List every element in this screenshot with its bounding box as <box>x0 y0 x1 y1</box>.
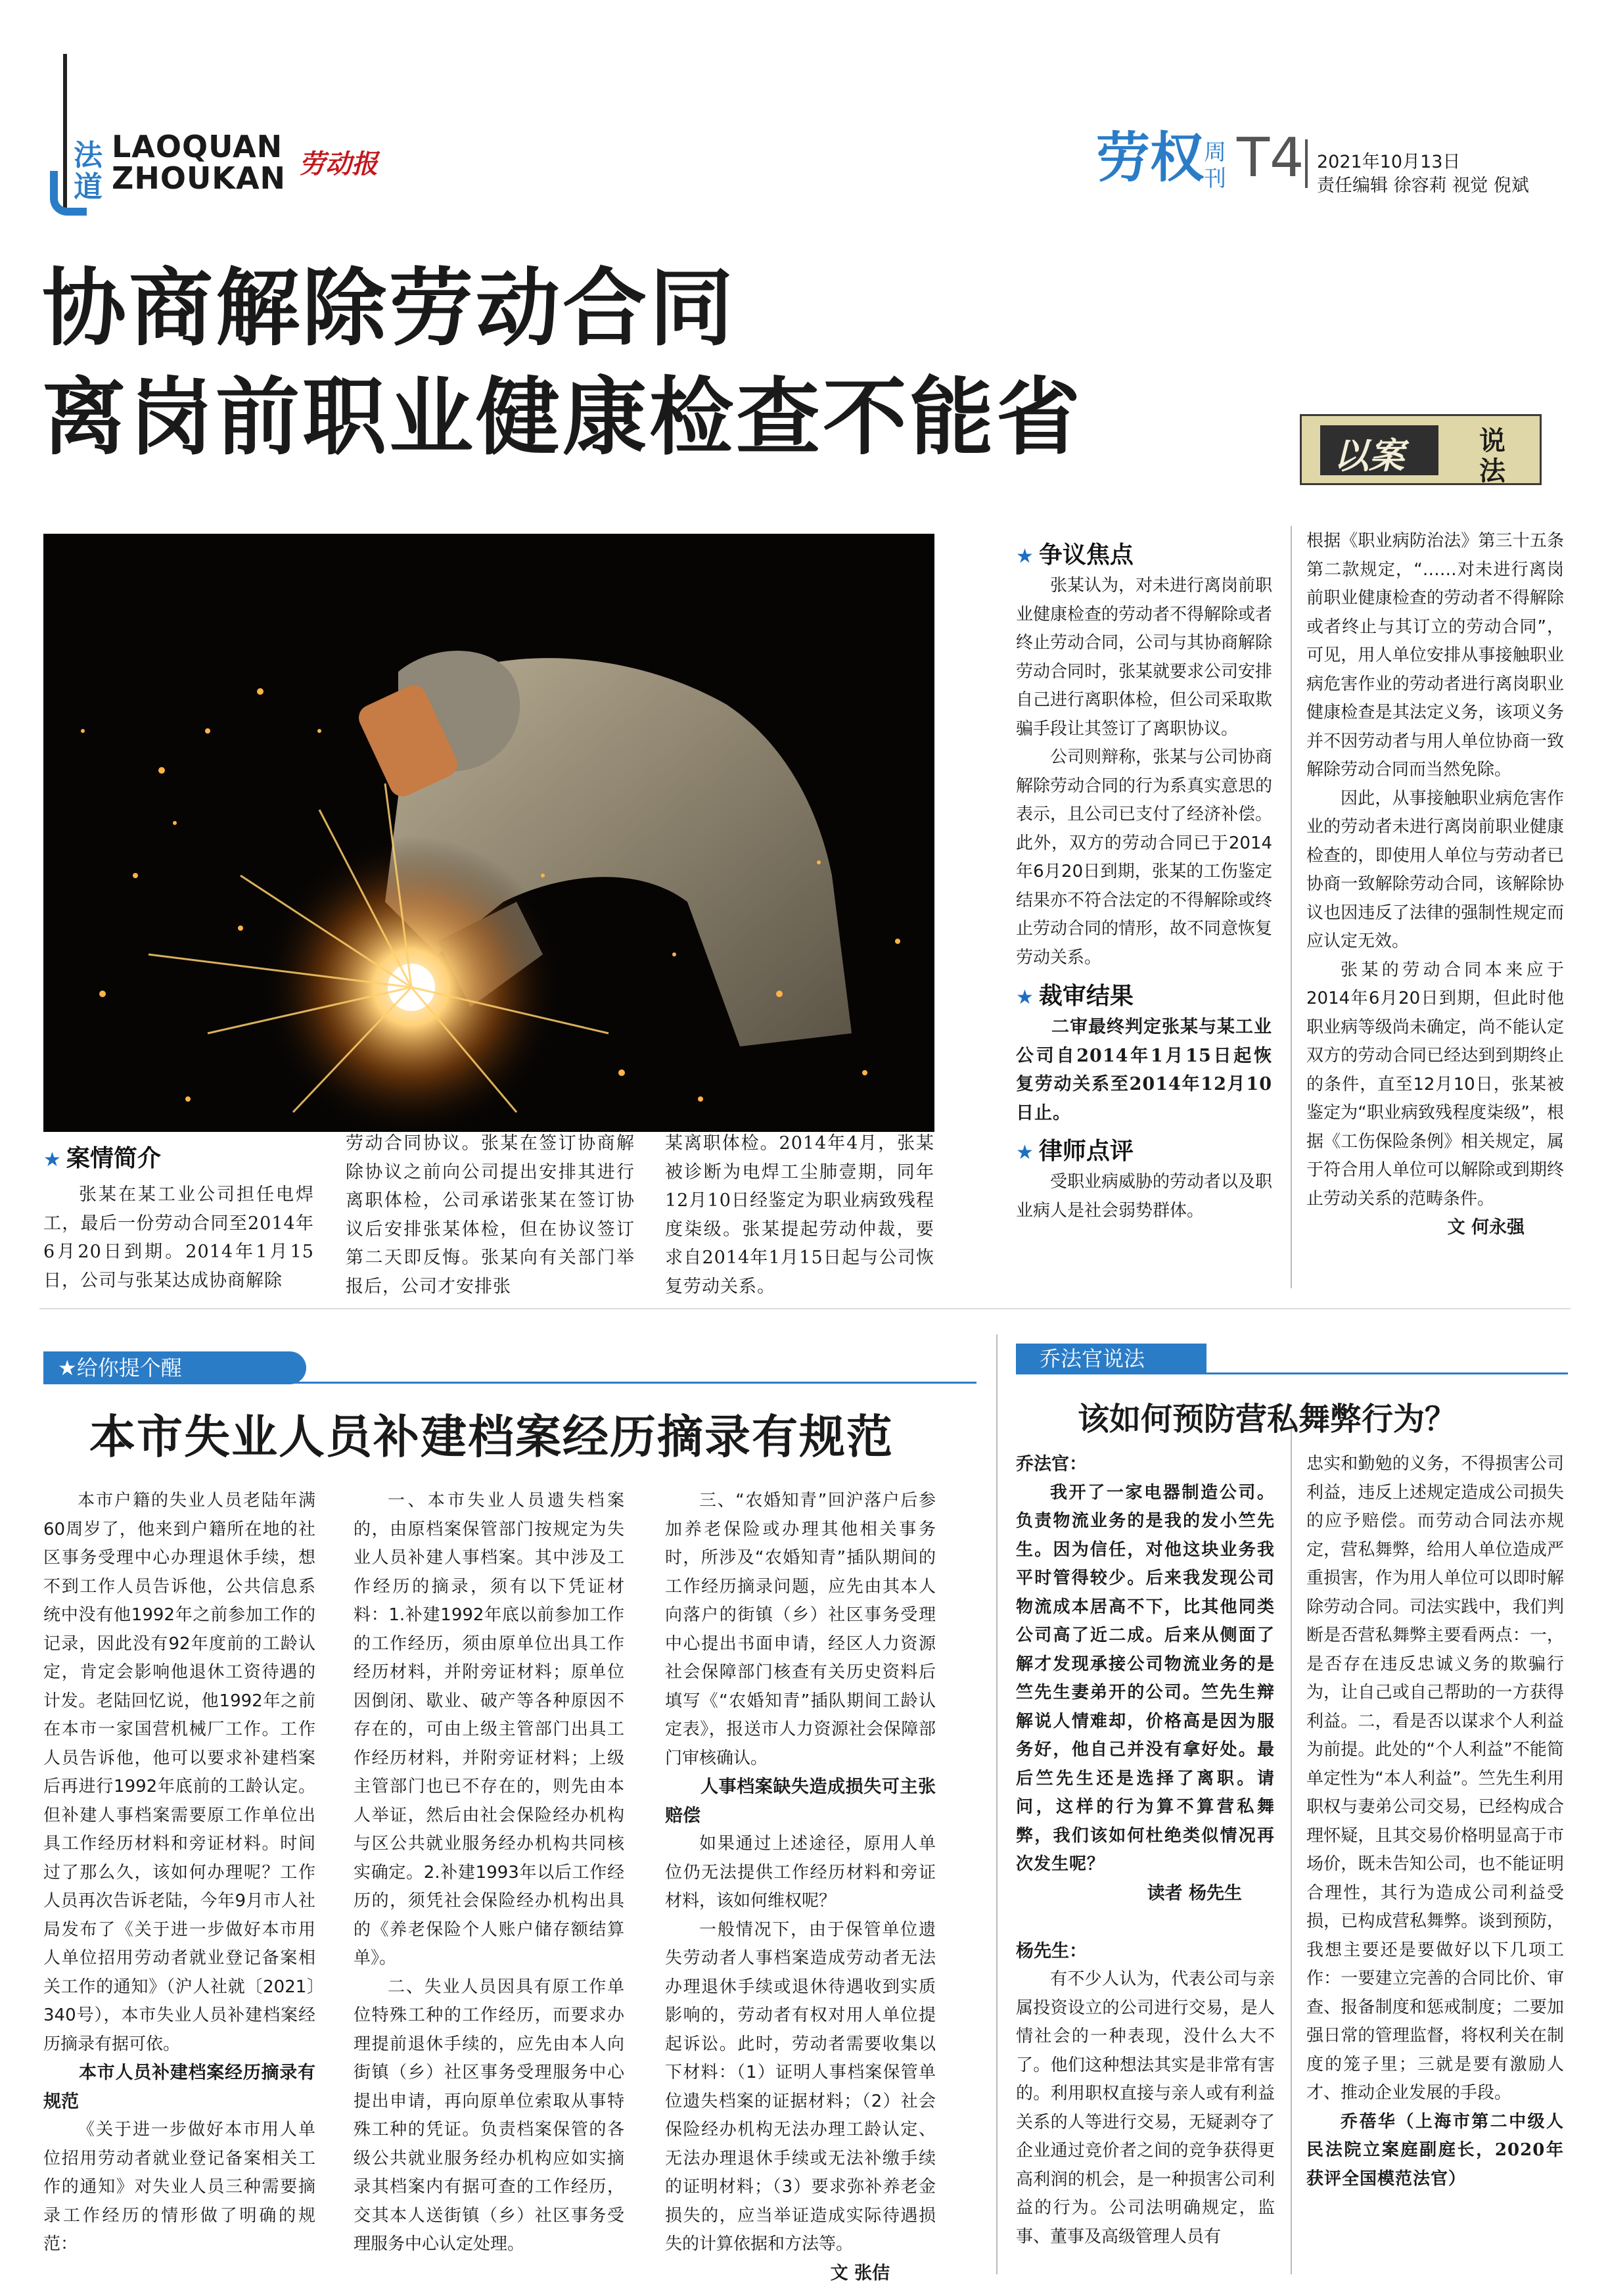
reminder-tag-text: 给你提个醒 <box>76 1355 182 1380</box>
lawyer-heading-text: 律师点评 <box>1038 1138 1134 1165</box>
case-col2-text: 劳动合同协议。张某在签订协商解除协议之前向公司提出安排其进行离职体检，公司承诺张某在签订协议后安排张某体检，但在协议签订第二天即反悔。张某向有关部门举报后，公司才安排张 <box>346 1133 635 1297</box>
lawyer-col2-p2: 因此，从事接触职业病危害作业的劳动者未进行离岗前职业健康检查的，即使用人单位与劳动者已协商一致解除劳动合同，该解除协议也因违反了法律的强制性规定而应认定无效。 <box>1306 788 1564 951</box>
reminder-c2-p2: 二、失业人员因具有原工作单位特殊工种的工作经历，而要求办理提前退休手续的，应先由本人向街镇（乡）社区事务受理服务中心提出申请，再向原单位索取从事特殊工种的凭证。负责档案保管的各级公共就业服务经办机构应如实摘录其档案内有据可查的工作经历，交其本人送街镇（乡）社区事务受理服务中心认定处理。 <box>354 1977 624 2254</box>
badge-left-text: 以案 <box>1333 434 1404 477</box>
judge-title: 该如何预防营私舞弊行为？ <box>1078 1401 1457 1438</box>
section-sub-top: 周 <box>1204 139 1226 166</box>
reminder-c1-sub: 本市人员补建档案经历摘录有规范 <box>43 2063 315 2112</box>
judge-c1-label: 乔法官： <box>1016 1454 1087 1474</box>
reminder-tag <box>43 1351 306 1384</box>
dispute-section <box>1016 539 1272 1225</box>
reminder-c3-sub: 人事档案缺失造成损失可主张赔偿 <box>665 1777 936 1826</box>
lawyer-heading <box>1016 1135 1272 1168</box>
welding-photo-icon <box>43 534 934 1132</box>
masthead-cn-bottom: 道 <box>74 170 103 204</box>
rule-bottom-v1 <box>996 1334 998 2274</box>
verdict-body <box>1016 1013 1272 1127</box>
dispute-p1: 张某认为，对未进行离岗前职业健康检查的劳动者不得解除或者终止劳动合同，公司与其协商解除劳动合同时，张某就要求公司安排自己进行离职体检，但公司采取欺骗手段让其签订了离职协议。 <box>1016 576 1273 739</box>
case-heading-text: 案情简介 <box>66 1145 161 1172</box>
dispute-heading <box>1016 539 1272 572</box>
rule-bottom-v2 <box>1291 1420 1292 2274</box>
reminder-c3-p2: 如果通过上述途径，原用人单位仍无法提供工作经历材料和旁证材料，该如何维权呢？ <box>665 1834 936 1911</box>
page-number: T4 <box>1237 127 1304 189</box>
reminder-tag-line <box>43 1382 976 1384</box>
reminder-title: 本市失业人员补建档案经历摘录有规范 <box>89 1409 894 1464</box>
verdict-heading-text: 裁审结果 <box>1038 983 1134 1010</box>
lawyer-col2-p3: 张某的劳动合同本来应于2014年6月20日到期，但此时他职业病等级尚未确定，尚不能认定双方的劳动合同已经达到到期终止的条件，直至12月10日，张某被鉴定为“职业病致残程度柒级”，根据《工伤保险条例》相关规定，属于符合用人单位可以解除或到期终止劳动关系的范畴条件。 <box>1306 960 1564 1209</box>
reminder-c2-p1: 一、本市失业人员遗失档案的，由原档案保管部门按规定为失业人员补建人事档案。其中涉及工作经历的摘录，须有以下凭证材料：1.补建1992年底以前参加工作的工作经历，须由原单位出具工作经历材料，并附旁证材料；原单位因倒闭、歇业、破产等各种原因不存在的，可由上级主管部门出具工作经历材料，并附旁证材料；上级主管部门也已不存在的，则先由本人举证，然后由社会保险经办机构与区公共就业服务经办机构共同核实确定。2.补建1993年以后工作经历的，须凭社会保险经办机构出具的《养老保险个人账户储存额结算单》。 <box>354 1491 624 1968</box>
welding-photo <box>43 534 934 1132</box>
rule-horizontal <box>39 1308 1571 1309</box>
dispute-heading-text: 争议焦点 <box>1038 542 1134 569</box>
lawyer-col2 <box>1306 527 1564 1242</box>
reminder-col1 <box>43 1487 315 2259</box>
judge-col1 <box>1016 1450 1275 2251</box>
masthead-cn-top: 法 <box>74 139 103 172</box>
editors: 责任编辑 徐容莉 视觉 倪斌 <box>1317 176 1529 196</box>
masthead-en-bottom: ZHOUKAN <box>112 160 287 196</box>
verdict-heading <box>1016 980 1272 1013</box>
lawyer-p1: 受职业病威胁的劳动者以及职业病人是社会弱势群体。 <box>1016 1172 1273 1221</box>
case-col1 <box>43 1181 314 1295</box>
case-law-badge <box>1300 414 1542 485</box>
judge-letter <box>1016 1479 1275 1879</box>
star-icon: ★ <box>58 1355 77 1380</box>
dispute-p2: 公司则辩称，张某与公司协商解除劳动合同的行为系真实意思的表示，且公司已支付了经济补偿。此外，双方的劳动合同已于2014年6月20日到期，张某的工伤鉴定结果亦不符合法定的不得解除或终止劳动合同的情形，故不同意恢复劳动关系。 <box>1016 747 1273 968</box>
reminder-c1-p2: 《关于进一步做好本市用人单位招用劳动者就业登记备案相关工作的通知》对失业人员三种需要摘录工作经历的情形做了明确的规范： <box>43 2120 315 2254</box>
masthead-logo: 劳动报 <box>299 149 378 179</box>
judge-letter-text: 我开了一家电器制造公司。负责物流业务的是我的发小竺先生。因为信任，对他这块业务我平时管得较少。后来我发现公司物流成本居高不下，比其他同类公司高了近二成。后来从侧面了解才发现承接公司物流业务的是竺先生妻弟开的公司。竺先生辩解说人情难却，价格高是因为服务好，他自己并没有拿好处。最后竺先生还是选择了离职。请问，这样的行为算不算营私舞弊，我们该如何杜绝类似情况再次发生呢？ <box>1016 1482 1275 1874</box>
lawyer-col2-body <box>1306 527 1564 1213</box>
badge-right-bottom: 法 <box>1479 456 1505 486</box>
section-title: 劳权 <box>1096 127 1205 189</box>
lawyer-col2-p1: 根据《职业病防治法》第三十五条第二款规定，“……对未进行离岗前职业健康检查的劳动者不得解除或者终止与其订立的劳动合同”，可见，用人单位安排从事接触职业病危害作业的劳动者进行离岗职业健康检查是其法定义务，该项义务并不因劳动者与用人单位协商一致解除劳动合同而当然免除。 <box>1306 531 1564 780</box>
judge-c2-p1: 忠实和勤勉的义务，不得损害公司利益，违反上述规定造成公司损失的应予赔偿。而劳动合同法亦规定，营私舞弊，给用人单位造成严重损害，作为用人单位可以即时解除劳动合同。司法实践中，我们判断是否营私舞弊主要看两点：一，是否存在违反忠诚义务的欺骗行为，让自己或自己帮助的一方获得利益。二，看是否以谋求个人利益为前提。此处的“个人利益”不能简单定性为“本人利益”。竺先生利用职权与妻弟公司交易，已经构成合理怀疑，且其交易价格明显高于市场价，既未告知公司，也不能证明合理性，其行为造成公司利益受损，已构成营私舞弊。谈到预防，我想主要还是要做好以下几项工作：一要建立完善的合同比价、审查、报备制度和惩戒制度；二要加强日常的管理监督，将权利关在制度的笼子里；三就是要有激励人才、推动企业发展的手段。 <box>1306 1454 1564 2103</box>
issue-date: 2021年10月13日 <box>1317 152 1461 172</box>
masthead-en-top: LAOQUAN <box>112 129 283 164</box>
section-sub-bottom: 刊 <box>1204 166 1226 192</box>
case-col3 <box>665 1129 934 1301</box>
lawyer-byline: 文 何永强 <box>1447 1217 1525 1238</box>
judge-col2 <box>1306 1450 1564 2193</box>
star-icon: ★ <box>1016 1141 1034 1164</box>
star-icon: ★ <box>1016 986 1034 1009</box>
rule-top-v1 <box>1291 526 1292 1288</box>
judge-signature-text: 乔蓓华（上海市第二中级人民法院立案庭副庭长，2020年获评全国模范法官） <box>1306 2111 1564 2189</box>
headline-line1: 协商解除劳动合同 <box>42 259 737 358</box>
case-col2 <box>346 1129 635 1301</box>
case-col3-text: 某离职体检。2014年4月，张某被诊断为电焊工尘肺壹期，同年12月10日经鉴定为职业病致残程度柒级。张某提起劳动仲裁，要求自2014年1月15日起与公司恢复劳动关系。 <box>665 1133 934 1297</box>
judge-tag-line <box>1016 1372 1568 1374</box>
reminder-c3-p3: 一般情况下，由于保管单位遗失劳动者人事档案造成劳动者无法办理退休手续或退休待遇收到实质影响的，劳动者有权对用人单位提起诉讼。此时，劳动者需要收集以下材料：（1）证明人事档案保管单位遗失档案的证据材料；（2）社会保险经办机构无法办理工龄认定、无法办理退休手续或无法补缴手续的证明材料；（3）要求弥补养老金损失的，应当举证造成实际待遇损失的计算依据和方法等。 <box>665 1919 936 2254</box>
badge-right-top: 说 <box>1479 425 1505 456</box>
headline-line2: 离岗前职业健康检查不能省 <box>42 368 1084 467</box>
dispute-body <box>1016 572 1272 972</box>
reminder-byline: 文 张佶 <box>830 2262 890 2284</box>
judge-c2-body <box>1306 1450 1564 2108</box>
judge-reader: 读者 杨先生 <box>1147 1883 1242 1904</box>
judge-c1-p2: 有不少人认为，代表公司与亲属投资设立的公司进行交易，是人情社会的一种表现，没什么大不了。他们这种想法其实是非常有害的。利用职权直接与亲人或有利益关系的人等进行交易，无疑剥夺了企业通过竞价者之间的竞争获得更高利润的机会，是一种损害公司利益的行为。公司法明确规定，监事、董事及高级管理人员有 <box>1016 1969 1275 2247</box>
reminder-col2 <box>354 1487 624 2259</box>
case-col1-text: 张某在某工业公司担任电焊工，最后一份劳动合同至2014年6月20日到期。2014年1月15日，公司与张某达成协商解除 <box>43 1184 314 1291</box>
star-icon: ★ <box>1016 545 1034 568</box>
verdict-p1: 二审最终判定张某与某工业公司自2014年1月15日起恢复劳动关系至2014年12月10日止。 <box>1016 1017 1272 1123</box>
reminder-c1-p1: 本市户籍的失业人员老陆年满60周岁了，他来到户籍所在地的社区事务受理中心办理退休手续，想不到工作人员告诉他，公共信息系统中没有他1992年之前参加工作的记录，因此没有92年度前的工龄认定，肯定会影响他退休工资待遇的计发。老陆回忆说，他1992年之前在本市一家国营机械厂工作。工作人员告诉他，他可以要求补建档案后再进行1992年底前的工龄认定。但补建人事档案需要原工作单位出具工作经历材料和旁证材料。时间过了那么久，该如何办理呢？工作人员再次告诉老陆，今年9月市人社局发布了《关于进一步做好本市用人单位招用劳动者就业登记备案相关工作的通知》（沪人社就〔2021〕340号），本市失业人员补建档案经历摘录有据可依。 <box>43 1491 315 2054</box>
masthead <box>0 0 1608 217</box>
lawyer-body <box>1016 1168 1272 1225</box>
star-icon: ★ <box>43 1148 61 1171</box>
judge-c1-label2: 杨先生： <box>1016 1940 1087 1961</box>
judge-c1-body <box>1016 1965 1275 2251</box>
case-heading <box>43 1142 161 1175</box>
masthead-divider <box>1305 139 1308 188</box>
reminder-c3-p1: 三、“农婚知青”回沪落户后参加养老保险或办理其他相关事务时，所涉及“农婚知青”插队期间的工作经历摘录问题，应先由其本人向落户的街镇（乡）社区事务受理中心提出书面申请，经区人力资源社会保障部门核查有关历史资料后填写《“农婚知青”插队期间工龄认定表》，报送市人力资源社会保障部门审核确认。 <box>665 1491 936 1768</box>
judge-tag: 乔法官说法 <box>1016 1344 1206 1374</box>
judge-signature <box>1306 2108 1564 2194</box>
reminder-col3 <box>665 1487 936 2288</box>
